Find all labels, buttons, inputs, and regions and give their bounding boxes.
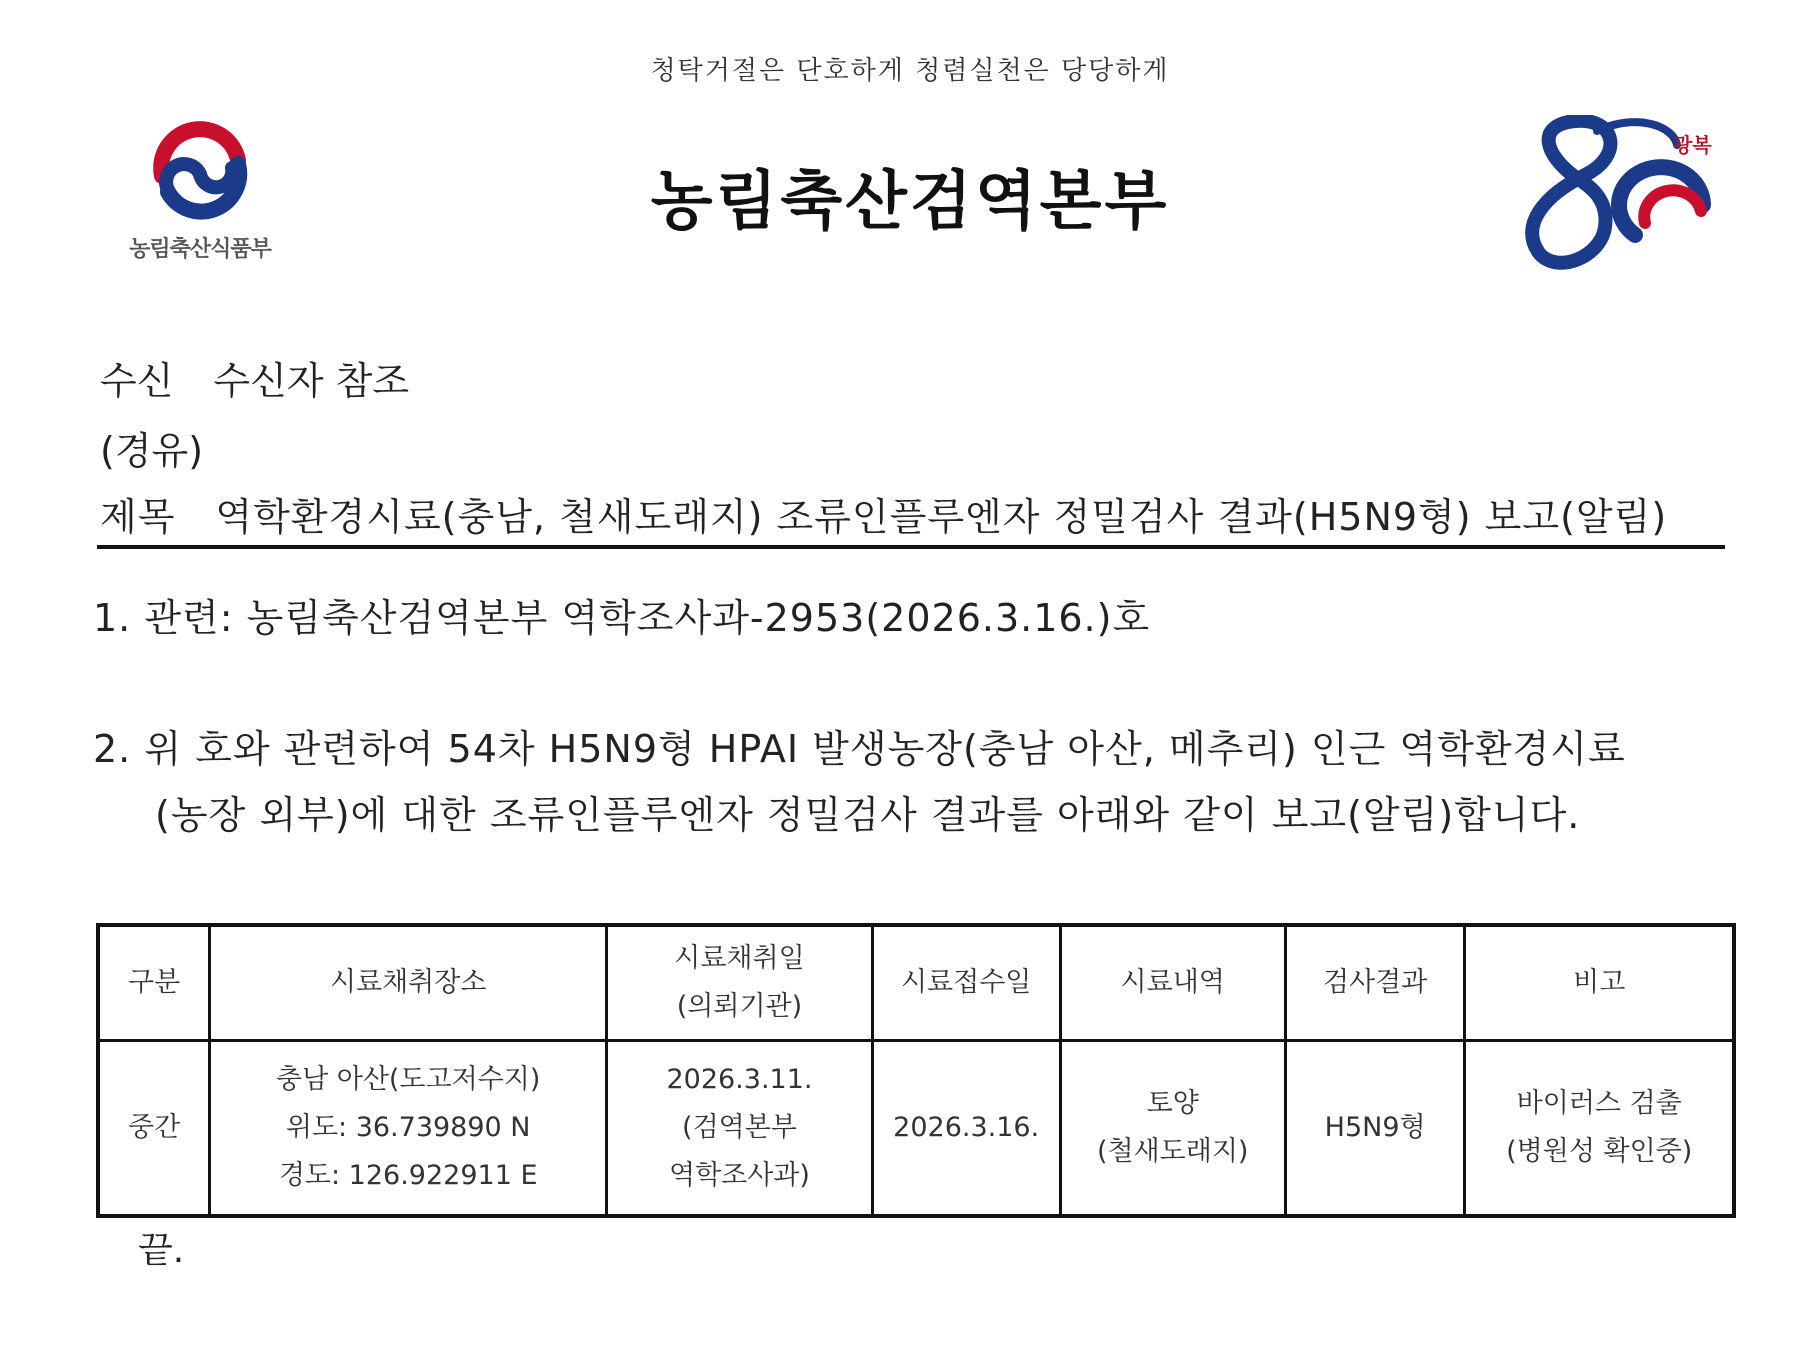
paragraph-2-line-2: (농장 외부)에 대한 조류인플루엔자 정밀검사 결과를 아래와 같이 보고(알림)합니다. [155,793,1581,837]
header-collect-date-line1: 시료채취일 [674,943,805,974]
sample-line-1: 토양 [1146,1088,1199,1119]
paragraph-2-line-1: 2. 위 호와 관련하여 54차 H5N9형 HPAI 발생농장(충남 아산, 메추리) 인근 역학환경시료 [93,727,1626,771]
header-category: 구분 [98,925,210,1041]
collect-date-line-2: (검역본부 [682,1112,797,1143]
collect-date-line-1: 2026.3.11. [666,1064,813,1095]
subject-value: 역학환경시료(충남, 철새도래지) 조류인플루엔자 정밀검사 결과(H5N9형) 보고(알림) [215,495,1668,539]
cell-sample [1060,1041,1285,1217]
via-line: (경유) [100,429,204,473]
subject-label: 제목 [100,495,176,539]
header-receipt-date: 시료접수일 [872,925,1060,1041]
location-longitude: 경도: 126.922911 E [278,1160,538,1191]
recipient-label: 수신 [100,359,174,403]
table-header-row [98,925,1734,1041]
location-latitude: 위도: 36.739890 N [285,1112,531,1143]
paragraph-1: 1. 관련: 농림축산검역본부 역학조사과-2953(2026.3.16.)호 [93,596,1151,640]
result-table [96,923,1736,1218]
header-note: 비고 [1465,925,1734,1041]
slogan: 청탁거절은 단호하게 청렴실천은 당당하게 [650,56,1170,86]
cell-result: H5N9형 [1285,1041,1465,1217]
subject-divider [97,545,1725,549]
header-location: 시료채취장소 [210,925,607,1041]
cell-note [1465,1041,1734,1217]
header-collect-date-line2: (의뢰기관) [676,991,803,1022]
cell-collect-date [607,1041,873,1217]
header-result: 검사결과 [1285,925,1465,1041]
cell-category: 중간 [98,1041,210,1217]
sample-line-2: (철새도래지) [1096,1136,1249,1167]
org-title: 농림축산검역본부 [650,165,1170,239]
header-sample: 시료내역 [1060,925,1285,1041]
note-line-2: (병원성 확인중) [1506,1136,1693,1167]
collect-date-line-3: 역학조사과) [668,1160,810,1191]
subject-row [100,486,1667,541]
cell-location [210,1041,607,1217]
table-row [98,1041,1734,1217]
end-mark: 끝. [138,1230,185,1271]
header-collect-date [607,925,873,1041]
ministry-name: 농림축산식품부 [129,237,271,262]
note-line-1: 바이러스 검출 [1516,1088,1682,1119]
liberation-label: 광복 [1673,133,1712,157]
cell-receipt-date: 2026.3.16. [872,1041,1060,1217]
recipient-row [100,350,409,405]
liberation-80-logo [1505,115,1725,275]
recipient-value: 수신자 참조 [213,359,410,403]
location-line-1: 충남 아산(도고저수지) [275,1064,541,1095]
